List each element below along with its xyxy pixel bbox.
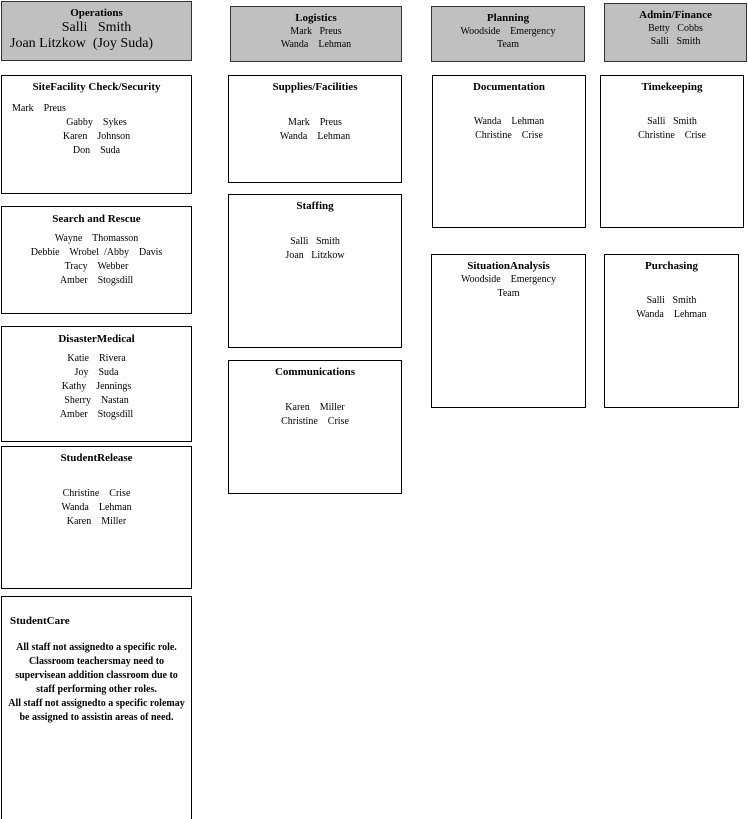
supplies-box <box>228 75 402 183</box>
disaster-medical-title: DisasterMedical <box>58 333 135 345</box>
logistics-member: Wanda Lehman <box>280 39 352 50</box>
situation-analysis-member: Woodside Emergency <box>460 274 557 285</box>
student-care-box <box>1 596 192 819</box>
admin-finance-title: Admin/Finance <box>639 9 712 21</box>
site-facility-member: Gabby Sykes <box>66 117 127 128</box>
timekeeping-box <box>600 75 744 228</box>
planning-member: Woodside Emergency <box>460 26 556 37</box>
staffing-box <box>228 194 402 348</box>
disaster-medical-member: Kathy Jennings <box>61 381 132 392</box>
search-rescue-title: Search and Rescue <box>52 213 141 225</box>
supplies-member: Mark Preus <box>288 117 342 128</box>
documentation-member: Wanda Lehman <box>473 116 545 127</box>
communications-member: Christine Crise <box>281 416 349 427</box>
operations-lead: Salli Smith <box>61 20 132 35</box>
operations-box <box>1 1 192 61</box>
student-release-box <box>1 446 192 589</box>
site-facility-member: Mark Preus <box>12 103 66 114</box>
admin-finance-member: Betty Cobbs <box>648 23 703 34</box>
planning-member: Team <box>496 39 520 50</box>
student-care-title: StudentCare <box>10 615 70 627</box>
site-facility-member: Karen Johnson <box>62 131 131 142</box>
planning-title: Planning <box>486 12 530 24</box>
communications-box <box>228 360 402 494</box>
admin-finance-box <box>604 3 747 62</box>
documentation-box <box>432 75 586 228</box>
communications-member: Karen Miller <box>285 402 345 413</box>
logistics-box <box>230 6 402 62</box>
student-release-title: StudentRelease <box>60 452 133 464</box>
timekeeping-member: Christine Crise <box>638 130 706 141</box>
disaster-medical-member: Joy Suda <box>74 367 119 378</box>
search-rescue-box <box>1 206 192 314</box>
logistics-member: Mark Preus <box>290 26 342 37</box>
operations-title: Operations <box>70 7 123 19</box>
student-release-member: Wanda Lehman <box>61 502 132 513</box>
search-rescue-member: Tracy Webber <box>64 261 129 272</box>
timekeeping-member: Salli Smith <box>647 116 697 127</box>
admin-finance-member: Salli Smith <box>650 36 701 47</box>
search-rescue-member: Amber Stogsdill <box>59 275 134 286</box>
timekeeping-title: Timekeeping <box>641 81 703 93</box>
situation-analysis-title: SituationAnalysis <box>467 260 550 272</box>
disaster-medical-member: Sherry Nastan <box>64 395 129 406</box>
site-facility-member: Don Suda <box>72 145 121 156</box>
site-facility-box <box>1 75 192 194</box>
staffing-title: Staffing <box>296 200 334 212</box>
purchasing-title: Purchasing <box>645 260 698 272</box>
search-rescue-member: Debbie Wrobel /Abby Davis <box>30 247 163 258</box>
communications-title: Communications <box>274 366 356 378</box>
student-release-member: Christine Crise <box>62 488 131 499</box>
documentation-title: Documentation <box>472 81 546 93</box>
situation-analysis-member: Team <box>497 288 520 299</box>
student-care-text: All staff not assignedto a specific role. Classroom teachersmay need to supervisean addition classroom due to staff performing other roles. <box>15 642 178 695</box>
logistics-title: Logistics <box>295 12 337 24</box>
situation-analysis-box <box>431 254 586 408</box>
staffing-member: Salli Smith <box>290 236 340 247</box>
staffing-member: Joan Litzkow <box>285 250 345 261</box>
purchasing-member: Salli Smith <box>646 295 697 306</box>
site-facility-title: SiteFacility Check/Security <box>32 81 161 93</box>
search-rescue-member: Wayne Thomasson <box>54 233 139 244</box>
documentation-member: Christine Crise <box>475 130 543 141</box>
disaster-medical-member: Amber Stogsdill <box>59 409 134 420</box>
student-care-text: All staff not assignedto a specific rolemay be assigned to assistin areas of need. <box>8 698 185 723</box>
student-release-member: Karen Miller <box>66 516 127 527</box>
supplies-title: Supplies/Facilities <box>272 81 358 93</box>
planning-box <box>431 6 585 62</box>
disaster-medical-box <box>1 326 192 442</box>
purchasing-member: Wanda Lehman <box>636 309 707 320</box>
purchasing-box <box>604 254 739 408</box>
disaster-medical-member: Katie Rivera <box>67 353 126 364</box>
operations-lead-secondary: Joan Litzkow (Joy Suda) <box>10 36 154 51</box>
supplies-member: Wanda Lehman <box>279 131 351 142</box>
